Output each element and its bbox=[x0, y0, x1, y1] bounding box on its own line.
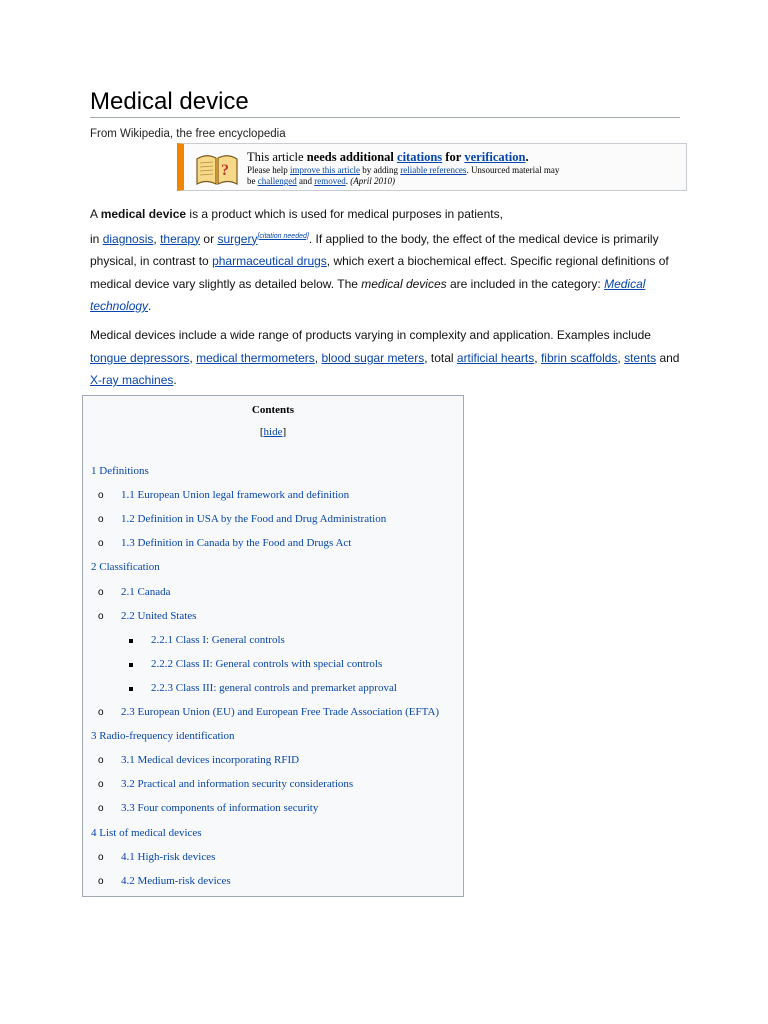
removed-link[interactable]: removed bbox=[314, 176, 346, 186]
toc-hide-link[interactable]: hide bbox=[263, 426, 283, 438]
toc-square-bullet bbox=[129, 687, 133, 691]
tagline: From Wikipedia, the free encyclopedia bbox=[90, 128, 286, 140]
pharmaceutical-drugs-link[interactable]: pharmaceutical drugs bbox=[212, 254, 327, 268]
fibrin-scaffolds-link[interactable]: fibrin scaffolds bbox=[540, 350, 618, 365]
table-of-contents bbox=[82, 395, 464, 897]
stents-link[interactable]: stents bbox=[624, 350, 657, 365]
toc-item[interactable]: 1 Definitions bbox=[91, 465, 149, 477]
toc-item[interactable]: 1.2 Definition in USA by the Food and Drug Administration bbox=[121, 513, 387, 526]
toc-item[interactable]: 4 List of medical devices bbox=[91, 826, 202, 839]
toc-square-bullet bbox=[129, 639, 133, 643]
toc-bullet: o bbox=[98, 586, 104, 598]
toc-item[interactable]: 1.3 Definition in Canada by the Food and Drugs Act bbox=[121, 537, 352, 550]
artificial-hearts-link[interactable]: artificial hearts bbox=[456, 350, 535, 365]
toc-item[interactable]: 2.3 European Union (EU) and European Free Trade Association (EFTA) bbox=[121, 706, 440, 718]
toc-item[interactable]: 2.2.2 Class II: General controls with special controls bbox=[151, 657, 383, 670]
toc-bullet: o bbox=[98, 610, 104, 622]
toc-item[interactable]: 3.2 Practical and information security considerations bbox=[121, 778, 354, 791]
x-ray-machines-link[interactable]: X-ray machines bbox=[90, 373, 174, 387]
toc-item[interactable]: 2.2 United States bbox=[121, 609, 197, 622]
toc-square-bullet bbox=[129, 663, 133, 667]
toc-item[interactable]: 4.1 High-risk devices bbox=[121, 850, 216, 863]
intro-paragraph: A medical device is a product which is used for medical purposes in patients, in diagnosis, therapy or surgery[citation needed]. If applied to the body, the effect of the medical device is primarily physical, in contrast to pharmaceutical drugs, which exert a biochemical effect. Specific regional definitions of medical device vary slightly as detailed below. The medical devices are included in the category: Medical technology. bbox=[90, 207, 669, 313]
notice-line-1: This article needs additional citations for verification. bbox=[247, 150, 529, 164]
toc-item[interactable]: 4.2 Medium-risk devices bbox=[121, 874, 231, 887]
toc-bullet: o bbox=[98, 803, 104, 815]
tongue-depressors-link[interactable]: tongue depressors bbox=[90, 350, 190, 365]
verification-link[interactable]: verification bbox=[464, 150, 526, 164]
toc-bullet: o bbox=[98, 779, 104, 791]
toc-item[interactable]: 3 Radio-frequency identification bbox=[91, 730, 235, 743]
challenged-link[interactable]: challenged bbox=[257, 176, 297, 186]
improve-article-link[interactable]: improve this article bbox=[290, 165, 360, 175]
diagnosis-link[interactable]: diagnosis bbox=[102, 231, 154, 246]
blood-sugar-meters-link[interactable]: blood sugar meters bbox=[321, 350, 425, 365]
toc-item[interactable]: 2.2.1 Class I: General controls bbox=[151, 633, 285, 646]
toc-toggle: [hide] bbox=[259, 426, 287, 438]
toc-bullet: o bbox=[98, 707, 104, 718]
citation-needed-link[interactable]: [citation needed] bbox=[257, 232, 309, 240]
open-book-question-icon bbox=[194, 149, 240, 187]
toc-item[interactable]: 2.1 Canada bbox=[121, 585, 171, 598]
svg-text:?: ? bbox=[221, 162, 229, 179]
toc-item[interactable]: 3.1 Medical devices incorporating RFID bbox=[121, 754, 300, 767]
toc-bullet: o bbox=[98, 875, 104, 887]
toc-bullet: o bbox=[98, 538, 104, 550]
toc-bullet: o bbox=[98, 490, 104, 502]
citation-notice-box bbox=[177, 143, 687, 191]
surgery-link[interactable]: surgery bbox=[217, 231, 258, 246]
reliable-references-link[interactable]: reliable references bbox=[400, 165, 467, 175]
toc-item[interactable]: 2 Classification bbox=[91, 561, 160, 574]
examples-paragraph: Medical devices include a wide range of products varying in complexity and application. Examples include tongue depressors, medical thermometers, blood sugar meters, total artificial hearts, fibrin scaffolds, stents and X-ray machines. bbox=[90, 328, 680, 387]
medical-technology-link[interactable]: Medical technology bbox=[90, 276, 646, 313]
title-divider bbox=[90, 117, 680, 118]
therapy-link[interactable]: therapy bbox=[160, 231, 201, 246]
medical-thermometers-link[interactable]: medical thermometers bbox=[196, 350, 315, 365]
notice-line-3: be challenged and removed. (April 2010) bbox=[247, 176, 395, 186]
toc-title: Contents bbox=[251, 404, 295, 416]
toc-item[interactable]: 1.1 European Union legal framework and definition bbox=[121, 489, 350, 502]
page-title: Medical device bbox=[90, 88, 249, 115]
toc-item[interactable]: 3.3 Four components of information security bbox=[121, 802, 319, 815]
toc-bullet: o bbox=[98, 514, 104, 526]
citations-link[interactable]: citations bbox=[397, 150, 443, 164]
toc-bullet: o bbox=[98, 851, 104, 863]
toc-bullet: o bbox=[98, 755, 104, 767]
toc-item[interactable]: 2.2.3 Class III: general controls and premarket approval bbox=[151, 681, 397, 694]
notice-line-2: Please help improve this article by adding reliable references. Unsourced material may bbox=[247, 165, 560, 175]
